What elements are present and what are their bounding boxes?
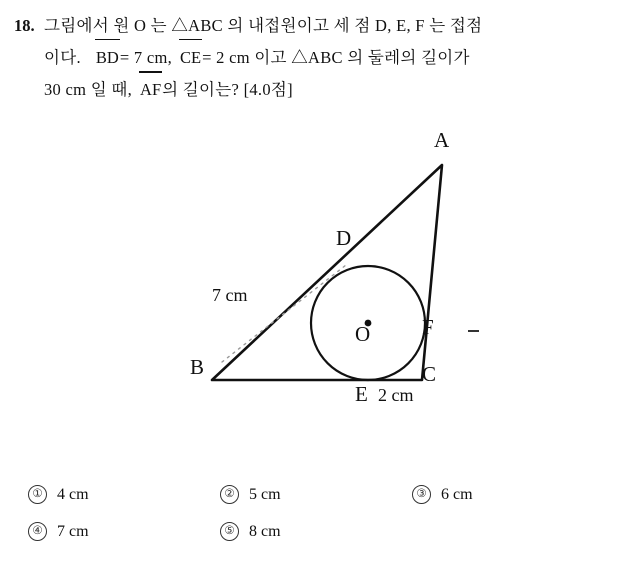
choice-3-marker: ③ xyxy=(412,485,431,504)
segment-ce-label: CE xyxy=(179,42,202,74)
choice-3[interactable] xyxy=(412,485,592,504)
question-line-1-text: 그림에서 원 O 는 △ABC 의 내접원이고 세 점 D, E, F 는 접점 xyxy=(44,16,483,35)
choice-1-marker: ① xyxy=(28,485,47,504)
choice-3-label: 6 cm xyxy=(441,485,473,503)
segment-bd-label: BD xyxy=(95,42,120,74)
triangle-abc xyxy=(212,165,442,380)
choice-5-label: 8 cm xyxy=(249,522,281,540)
label-e: E xyxy=(355,382,368,406)
segment-af-label: AF xyxy=(139,74,162,106)
label-d: D xyxy=(336,226,352,250)
answer-choices xyxy=(28,485,608,559)
label-b: B xyxy=(190,355,205,379)
question-line-1 xyxy=(14,10,620,42)
choice-4-marker: ④ xyxy=(28,522,47,541)
question-line-2-text-c: = 2 cm 이고 △ABC 의 둘레의 길이가 xyxy=(202,48,470,68)
choice-row-2-spacer xyxy=(412,522,592,541)
choice-5[interactable] xyxy=(220,522,412,541)
choice-2-marker: ② xyxy=(220,485,239,504)
question-block xyxy=(14,10,620,107)
label-c: C xyxy=(422,362,437,386)
figure-svg xyxy=(150,130,550,440)
label-f: F xyxy=(422,315,434,339)
stray-mark xyxy=(468,330,479,332)
question-line-2 xyxy=(14,42,620,74)
question-line-3 xyxy=(14,74,620,106)
label-a: A xyxy=(434,128,450,152)
choice-4-label: 7 cm xyxy=(57,522,89,540)
choice-row-1 xyxy=(28,485,608,504)
choice-4[interactable] xyxy=(28,522,220,541)
question-line-3-text-a: 30 cm 일 때, xyxy=(44,80,133,100)
choice-1-label: 4 cm xyxy=(57,485,89,503)
choice-2[interactable] xyxy=(220,485,412,504)
choice-1[interactable] xyxy=(28,485,220,504)
choice-2-label: 5 cm xyxy=(249,485,281,503)
bd-dotted-guide xyxy=(222,265,346,362)
question-line-2-text-b: = 7 cm, xyxy=(119,48,173,68)
label-o: O xyxy=(355,322,371,346)
question-number: 18. xyxy=(14,16,35,35)
length-ec: 2 cm xyxy=(378,385,414,405)
choice-row-2 xyxy=(28,522,608,541)
question-line-2-text-a: 이다. xyxy=(44,48,81,68)
length-bd: 7 cm xyxy=(212,285,248,305)
geometry-figure xyxy=(150,130,550,440)
choice-5-marker: ⑤ xyxy=(220,522,239,541)
question-line-3-text-b: 의 길이는? [4.0점] xyxy=(162,80,293,100)
